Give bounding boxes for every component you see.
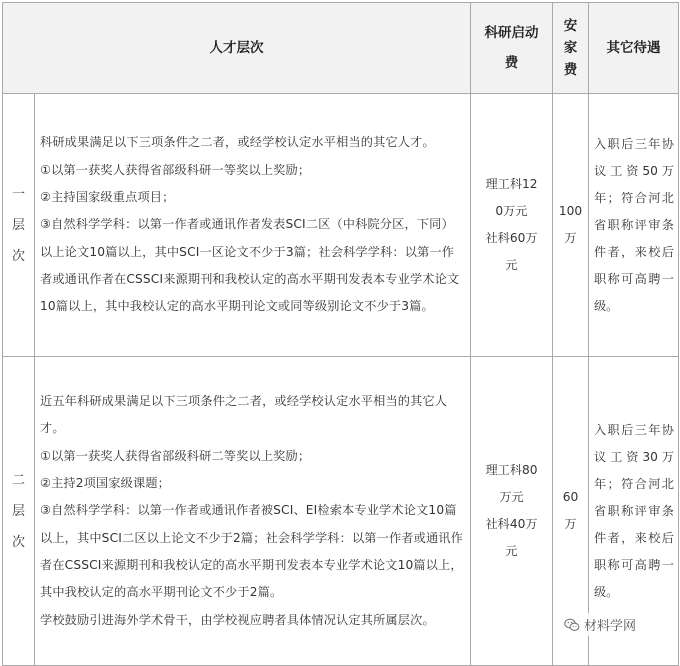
startup-line: 社科60万 (485, 231, 538, 245)
header-settle-char: 安 (563, 18, 578, 34)
startup-line: 元 (505, 258, 518, 272)
talent-table (2, 2, 679, 666)
wechat-icon (564, 618, 580, 632)
header-settle-fee (553, 3, 589, 94)
header-startup-line: 费 (504, 55, 519, 71)
startup-line: 理工科12 (485, 177, 538, 191)
startup-line: 0万元 (495, 204, 528, 218)
criteria-item: ②主持国家级重点项目； (40, 190, 175, 205)
header-other-benefits: 其它待遇 (589, 3, 679, 94)
criteria-item: ③自然科学学科：以第一作者或通讯作者被SCI、EI检索本专业学术论文10篇以上，其中SCI二区以上论文不少于2篇；社会科学学科：以第一作者或通讯作者在CSSCI来源期刊和我校认定的高水平期刊发表本专业学术论文10篇以上，其中我校认定的高水平期刊论文不少于2篇。 (40, 503, 463, 600)
table-row (3, 94, 679, 357)
criteria-item: ①以第一获奖人获得省部级科研一等奖以上奖励； (40, 162, 311, 177)
watermark-text: 材料学网 (584, 619, 637, 634)
criteria-item: ①以第一获奖人获得省部级科研二等奖以上奖励； (40, 448, 311, 463)
startup-fund-cell (471, 94, 553, 357)
startup-line: 万元 (499, 490, 524, 504)
criteria-item: ③自然科学学科：以第一作者或通讯作者发表SCI二区（中科院分区，下同）以上论文10篇以上，其中SCI一区论文不少于3篇；社会科学学科：以第一作者或通讯作者在CSSCI来源期刊和我校认定的高水平期刊发表本专业学术论文10篇以上，其中我校认定的高水平期刊论文或同等级别论文不少于3篇。 (40, 217, 460, 314)
tier-char: 层 (11, 217, 25, 233)
criteria-note: 学校鼓励引进海外学术骨干，由学校视应聘者具体情况认定其所属层次。 (40, 612, 435, 627)
startup-line: 理工科80 (485, 463, 538, 477)
tier-char: 一 (11, 186, 25, 202)
criteria-cell (35, 94, 471, 357)
tier-char: 层 (11, 503, 25, 519)
criteria-intro: 近五年科研成果满足以下三项条件之二者，或经学校认定水平相当的其它人才。 (40, 394, 448, 436)
tier-char: 二 (11, 472, 25, 488)
tier-cell (3, 94, 35, 357)
watermark (560, 613, 640, 636)
header-settle-char: 家 (563, 40, 578, 56)
settle-line: 100 (558, 204, 583, 218)
tier-char: 次 (11, 248, 25, 264)
settle-line: 万 (564, 231, 577, 245)
tier-cell (3, 357, 35, 666)
criteria-cell (35, 357, 471, 666)
header-tier: 人才层次 (3, 3, 471, 94)
header-settle-char: 费 (563, 62, 578, 78)
criteria-item: ②主持2项国家级课题； (40, 476, 171, 491)
header-row (3, 3, 679, 94)
other-benefits-cell: 入职后三年协议工资30万年；符合河北省职称评审条件者，来校后职称可高聘一级。 (589, 357, 679, 666)
startup-fund-cell (471, 357, 553, 666)
header-startup-line: 科研启动 (484, 25, 539, 41)
settle-line: 万 (564, 517, 577, 531)
settle-fee-cell (553, 94, 589, 357)
other-benefits-cell: 入职后三年协议工资50万年；符合河北省职称评审条件者，来校后职称可高聘一级。 (589, 94, 679, 357)
criteria-intro: 科研成果满足以下三项条件之二者，或经学校认定水平相当的其它人才。 (40, 135, 435, 150)
settle-line: 60 (562, 490, 579, 504)
startup-line: 社科40万 (485, 517, 538, 531)
startup-line: 元 (505, 544, 518, 558)
header-startup-fund (471, 3, 553, 94)
tier-char: 次 (11, 534, 25, 550)
